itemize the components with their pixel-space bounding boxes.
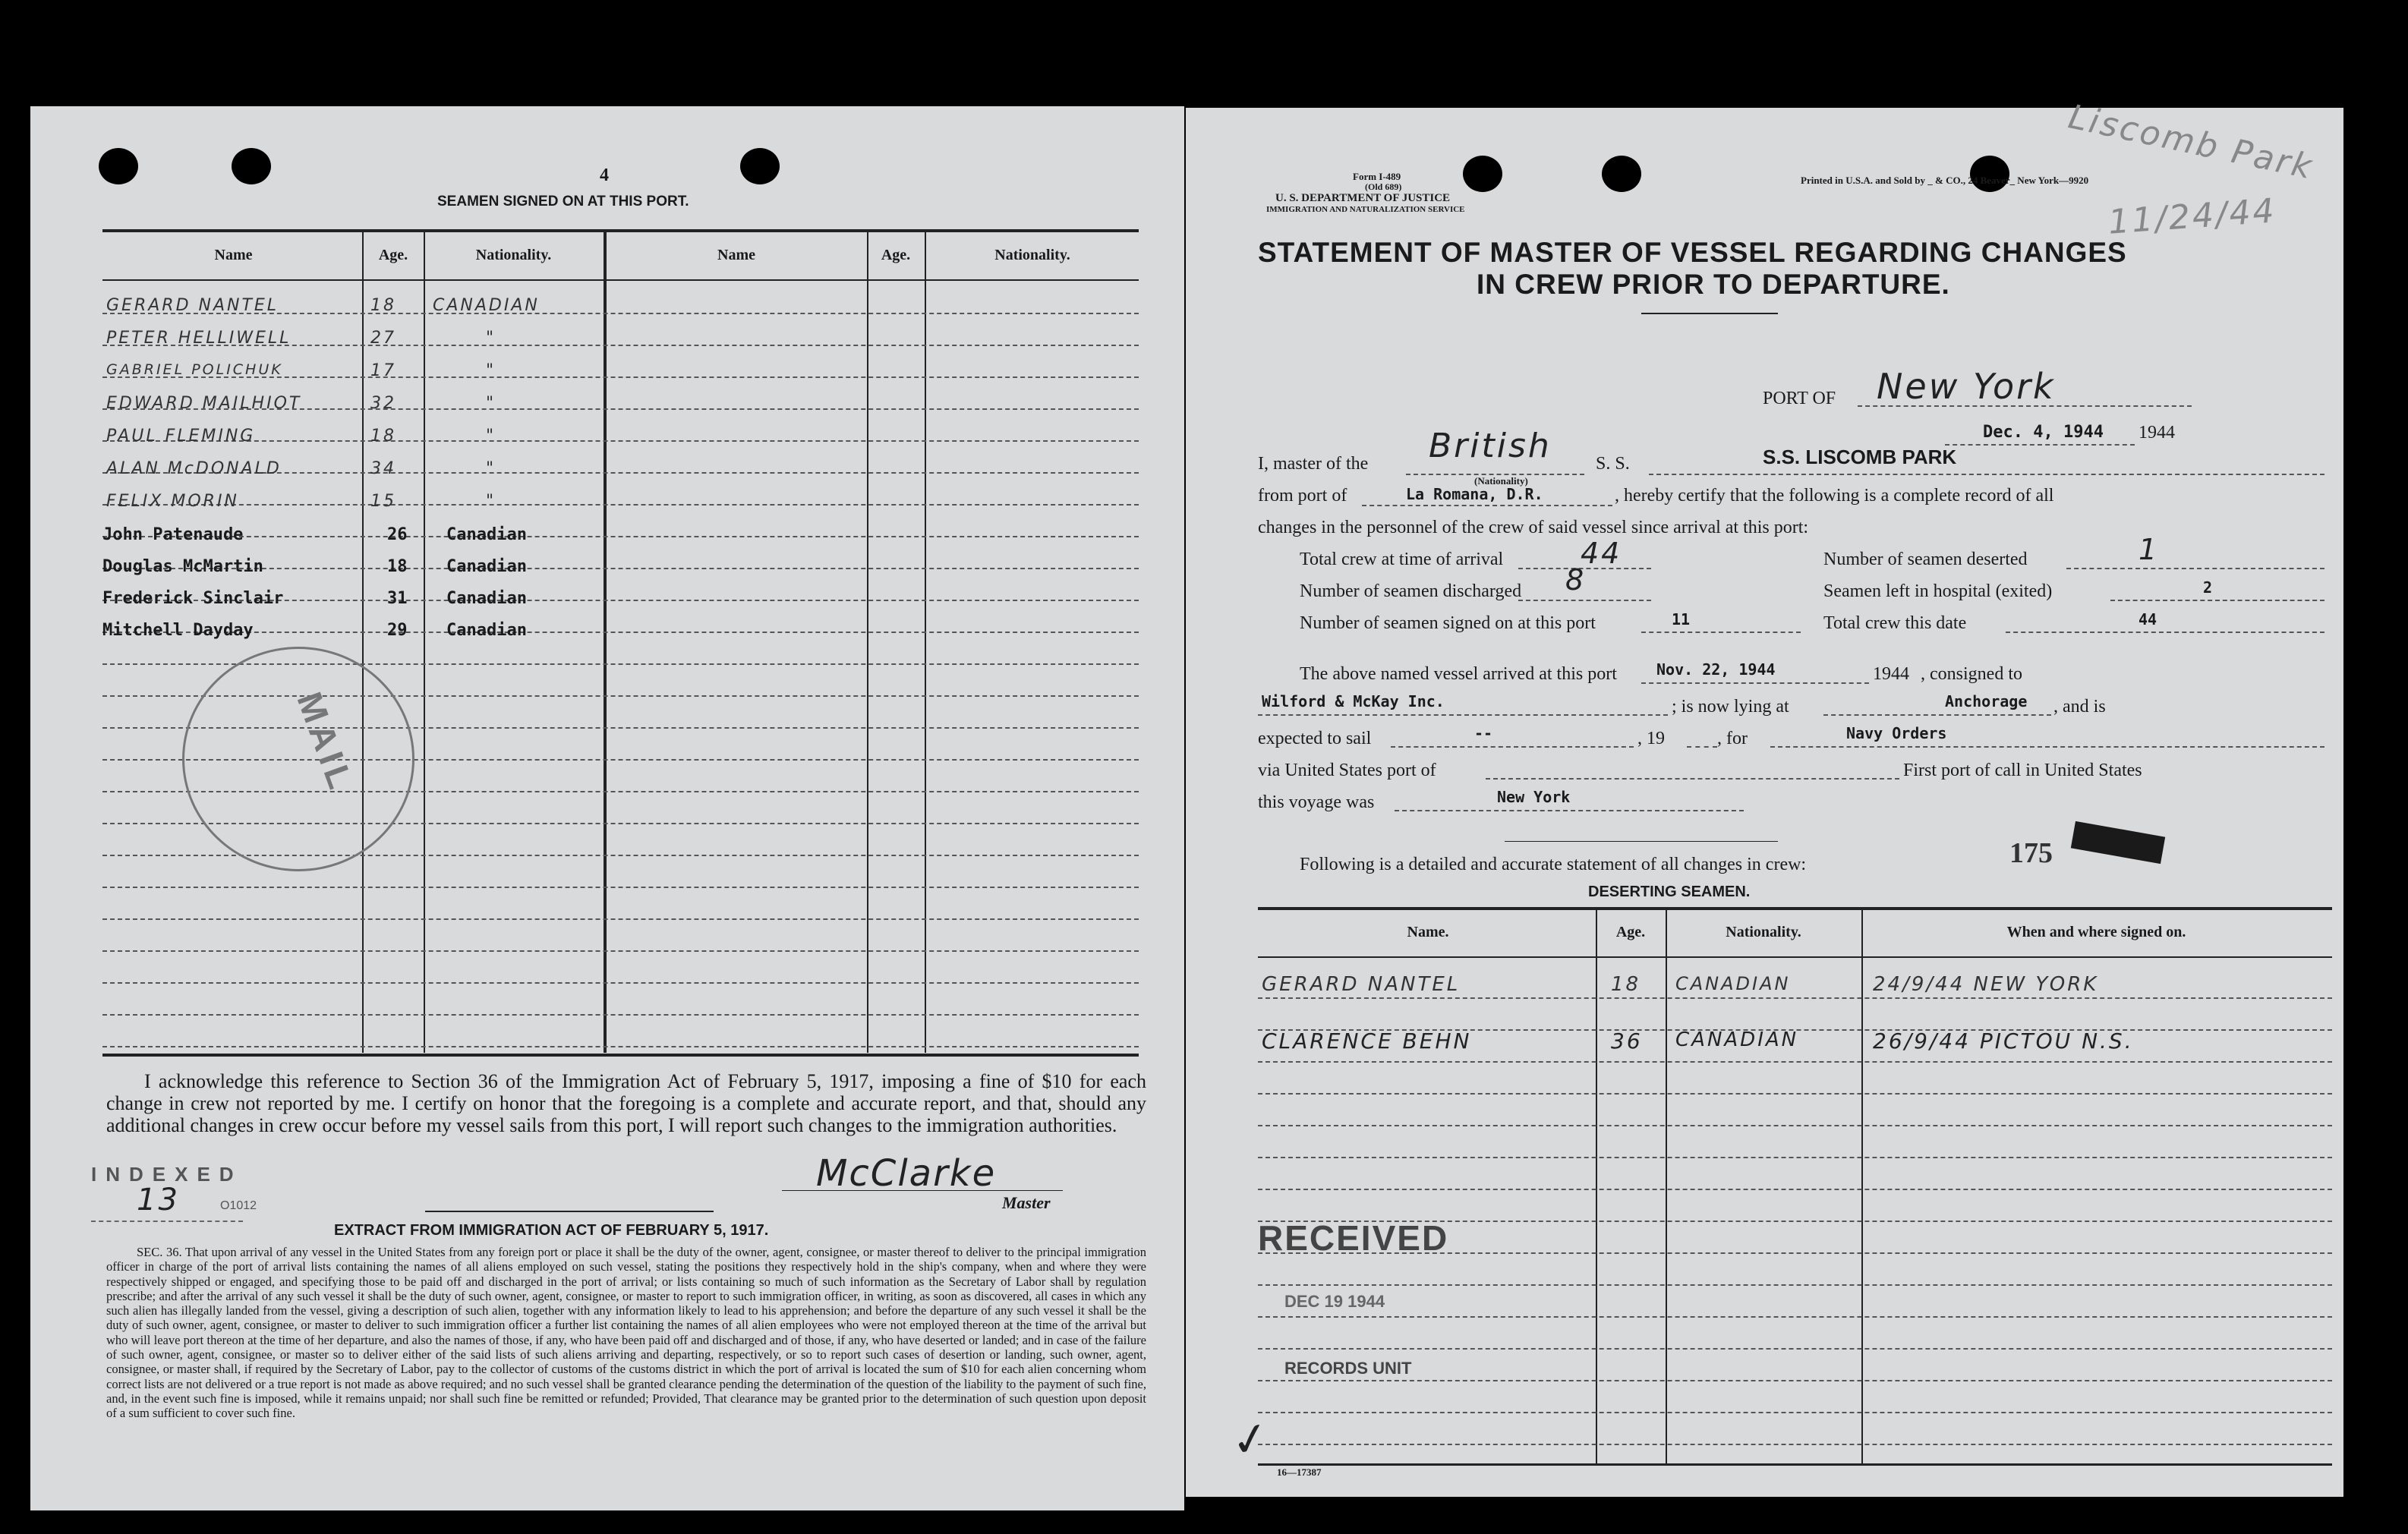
form-title-line2: IN CREW PRIOR TO DEPARTURE.	[1477, 269, 1950, 300]
table-row-name: Mitchell Dayday	[102, 621, 254, 640]
column-divider	[604, 232, 607, 1053]
for-value: Navy Orders	[1846, 724, 1947, 742]
title-rule	[1641, 313, 1778, 314]
master-label: Master	[1002, 1193, 1051, 1212]
table-row-nationality: Canadian	[446, 621, 527, 640]
table-row-name: PETER HELLIWELL	[106, 329, 292, 348]
column-header-nationality: Nationality.	[475, 247, 552, 263]
hospital-value: 2	[2203, 578, 2213, 597]
expected-value: --	[1474, 724, 1493, 742]
postal-stamp-text: MAIL	[289, 687, 362, 798]
deserted-label: Number of seamen deserted	[1823, 550, 2028, 569]
field-line	[1395, 810, 1744, 811]
table-bottom-rule	[102, 1054, 1139, 1057]
postal-stamp	[182, 647, 414, 871]
column-divider	[424, 232, 425, 1053]
total-crew-arrival-label: Total crew at time of arrival	[1300, 550, 1504, 569]
table-row-age: 18	[1611, 973, 1641, 996]
row-rule	[1258, 1316, 2332, 1318]
row-rule	[102, 440, 1139, 442]
port-value: New York	[1877, 366, 2056, 407]
field-line	[1258, 714, 1668, 716]
discharged-label: Number of seamen discharged	[1300, 581, 1522, 601]
date-value: Dec. 4, 1944	[1983, 423, 2104, 442]
for-label: , for	[1717, 729, 1748, 748]
signed-on-value: 11	[1672, 610, 1691, 628]
row-rule	[102, 887, 1139, 888]
row-rule	[1258, 1444, 2332, 1445]
row-rule	[1258, 1412, 2332, 1413]
ss-label: S. S.	[1596, 454, 1630, 474]
form-number: Form I-489	[1353, 171, 1401, 182]
table-row-age: 31	[387, 589, 408, 608]
section-heading: SEAMEN SIGNED ON AT THIS PORT.	[437, 194, 689, 209]
table-row-nationality: CANADIAN	[1675, 1028, 1799, 1051]
from-port-label: from port of	[1258, 486, 1347, 506]
redaction-mark	[2071, 821, 2165, 864]
via-label: via United States port of	[1258, 761, 1436, 780]
master-signature: McClarke	[816, 1152, 997, 1195]
changes-text: changes in the personnel of the crew of said vessel since arrival at this port:	[1258, 518, 1809, 537]
row-rule	[102, 1014, 1139, 1016]
table-row-nationality: "	[486, 329, 496, 348]
handwritten-date: 11/24/44	[2107, 191, 2278, 242]
row-rule	[102, 536, 1139, 537]
acknowledgement-text: I acknowledge this reference to Section 36 of the Immigration Act of February 5, 1917, imposing a fine of $10 for each change in crew not reported by me. I certify on honor that the foregoing is a complete and accurate report, and that, should any additional changes in crew occur before my vessel sails from this port, I will report such changes to the immigration authorities.	[106, 1070, 1146, 1136]
table-row-age: 34	[370, 459, 396, 478]
index-suffix: O1012	[220, 1199, 257, 1212]
signature-line	[782, 1190, 1063, 1191]
field-line	[1687, 746, 1717, 748]
row-rule	[1258, 1380, 2332, 1381]
department: U. S. DEPARTMENT OF JUSTICE	[1275, 192, 1451, 204]
nationality-caption: (Nationality)	[1474, 475, 1528, 487]
total-crew-arrival-value: 44	[1581, 537, 1622, 570]
vessel-name: S.S. LISCOMB PARK	[1763, 446, 1957, 468]
extract-text: SEC. 36. That upon arrival of any vessel in the United States from any foreign port or place it shall be the duty of the owner, agent, consignee, or master thereof to deliver to the principal immigration officer in charge of the port of arrival lists containing the names of all aliens employed on such vessel, stating the positions they respectively hold in the ship's company, when and where they were respectively shipped or engaged, and specifying those to be paid off and discharged in the port of arrival; or lists containing so much of such information as the Secretary of Labor shall by regulation prescribe; and after the arrival of any such vessel it shall be the duty of such owner, agent, consignee, or master to report to such immigration officer, in writing, as soon as discovered, all cases in which any such alien has illegally landed from the vessel, giving a description of such alien, together with any information likely to lead to his apprehension; and before the departure of any such vessel it shall be the duty of such owner, agent, consignee, or master to deliver to such immigration officer a further list containing the names of all alien employees who were not employed thereon at the time of the arrival but who will leave port thereon at the time of her departure, and also the names of those, if any, who have been paid off and discharged and of those, if any, who have deserted or landed; and in case of the failure of such owner, agent, consignee, or master so to deliver either of the said lists of such aliens arriving and departing, respectively, or so to report such cases of desertion or landing, such owner, agent, consignee, or master shall, if required by the Secretary of Labor, pay to the collector of customs of the customs district in which the port of arrival is located the sum of $10 for each alien concerning whom correct lists are not delivered or a true report is not made as above required; and no such vessel shall be granted clearance pending the determination of the question of the liability to the payment of such fine, and, in the event such fine is imposed, while it remains unpaid; nor shall such fine be remitted or refunded; Provided, That clearance may be granted prior to the determination of such question upon deposit of a sum sufficient to cover such fine.	[106, 1245, 1146, 1421]
column-header-when-where: When and where signed on.	[2006, 924, 2186, 940]
column-divider	[867, 232, 868, 1053]
table-row-name: FELIX MORIN	[106, 492, 239, 511]
table-row-name: EDWARD MAILHIOT	[106, 394, 302, 413]
footer-code: 16—17387	[1277, 1466, 1322, 1478]
column-header-nationality: Nationality.	[994, 247, 1070, 263]
arrived-date-value: Nov. 22, 1944	[1656, 660, 1776, 679]
punch-hole	[99, 148, 138, 184]
form-title-line1: STATEMENT OF MASTER OF VESSEL REGARDING CHANGES	[1258, 237, 2127, 268]
row-rule	[1258, 1189, 2332, 1190]
table-row-age: 27	[370, 329, 396, 348]
table-row-nationality: CANADIAN	[1675, 973, 1791, 994]
received-stamp: RECEIVED	[1258, 1218, 1449, 1258]
table-row-nationality: Canadian	[446, 525, 527, 544]
table-row-age: 18	[370, 427, 396, 446]
table-row-age: 18	[387, 557, 408, 576]
lying-label: ; is now lying at	[1672, 697, 1789, 717]
table-row-name: GERARD NANTEL	[1262, 973, 1461, 996]
table-row-age: 17	[370, 361, 396, 380]
table-top-rule	[102, 229, 1139, 232]
row-rule	[1258, 1125, 2332, 1126]
certify-text: , hereby certify that the following is a complete record of all	[1615, 486, 2054, 506]
following-text: Following is a detailed and accurate statement of all changes in crew:	[1300, 855, 1807, 874]
punch-hole	[1602, 156, 1641, 192]
table-row-age: 26	[387, 525, 408, 544]
and-is-label: , and is	[2053, 697, 2106, 717]
page-number: 4	[600, 165, 609, 185]
deserting-heading: DESERTING SEAMEN.	[1588, 884, 1751, 900]
extract-title: EXTRACT FROM IMMIGRATION ACT OF FEBRUARY 5, 1917.	[334, 1222, 769, 1239]
handwritten-vessel-name: Liscomb Park	[2065, 97, 2318, 187]
date-field-line	[1945, 444, 2135, 446]
indexed-stamp: INDEXED	[91, 1163, 243, 1186]
table-row-name: CLARENCE BEHN	[1262, 1028, 1472, 1054]
field-line	[1641, 632, 1801, 633]
table-row-when-where: 24/9/44 NEW YORK	[1873, 973, 2099, 996]
table-row-nationality: "	[486, 427, 496, 446]
row-rule	[1258, 997, 2332, 999]
arrived-year: 1944	[1873, 664, 1909, 684]
table-row-nationality: "	[486, 361, 496, 380]
column-header-name: Name	[717, 247, 755, 263]
column-header-age: Age.	[378, 247, 408, 263]
arrived-label: The above named vessel arrived at this port	[1300, 664, 1617, 684]
year-prefix: , 19	[1637, 729, 1665, 748]
form-old-number: (Old 689)	[1365, 181, 1402, 192]
field-line	[1486, 778, 1899, 780]
punch-hole	[740, 148, 780, 184]
service: IMMIGRATION AND NATURALIZATION SERVICE	[1266, 205, 1465, 214]
punch-hole	[232, 148, 271, 184]
column-header-name: Name.	[1407, 924, 1449, 940]
table-row-nationality: Canadian	[446, 557, 527, 576]
from-port-value: La Romana, D.R.	[1406, 485, 1543, 503]
table-row-nationality: "	[486, 459, 496, 478]
row-rule	[1258, 1061, 2332, 1063]
voyage-value: New York	[1497, 788, 1571, 806]
table-header-rule	[102, 279, 1139, 281]
field-line	[1823, 714, 2051, 716]
table-row-nationality: "	[486, 394, 496, 413]
nationality-value: British	[1429, 427, 1552, 465]
table-row-name: GABRIEL POLICHUK	[106, 361, 283, 378]
expected-label: expected to sail	[1258, 729, 1372, 748]
index-number: 13	[137, 1183, 180, 1217]
consignee-value: Wilford & McKay Inc.	[1262, 692, 1445, 710]
printer-note: Printed in U.S.A. and Sold by _ & CO., 24 Beaver_ New York—9920	[1801, 175, 2089, 186]
column-header-nationality: Nationality.	[1726, 924, 1801, 940]
row-rule	[102, 1046, 1139, 1047]
voyage-label: this voyage was	[1258, 792, 1375, 812]
table-bottom-rule	[1258, 1463, 2332, 1466]
row-rule	[1258, 1157, 2332, 1158]
row-rule	[102, 918, 1139, 920]
column-header-name: Name	[214, 247, 253, 263]
table-row-age: 32	[370, 394, 396, 413]
row-rule	[102, 632, 1139, 633]
punch-hole	[1463, 156, 1502, 192]
table-row-age: 18	[370, 296, 396, 315]
row-rule	[102, 982, 1139, 984]
table-row-age: 29	[387, 621, 408, 640]
table-row-age: 36	[1611, 1028, 1643, 1054]
table-row-age: 15	[370, 492, 396, 511]
field-line	[1641, 682, 1869, 684]
field-line	[2110, 600, 2324, 601]
first-port-label: First port of call in United States	[1903, 761, 2142, 780]
column-header-age: Age.	[881, 247, 911, 263]
lying-value: Anchorage	[1945, 692, 2028, 710]
table-row-name: GERARD NANTEL	[106, 296, 279, 315]
column-header-age: Age.	[1615, 924, 1646, 940]
hospital-label: Seamen left in hospital (exited)	[1823, 581, 2053, 601]
deserted-value: 1	[2139, 533, 2160, 566]
signed-on-label: Number of seamen signed on at this port	[1300, 613, 1596, 633]
master-of-label: I, master of the	[1258, 454, 1369, 474]
total-crew-date-label: Total crew this date	[1823, 613, 1967, 633]
table-row-nationality: Canadian	[446, 589, 527, 608]
table-row-name: ALAN McDONALD	[106, 459, 282, 478]
port-label: PORT OF	[1763, 389, 1836, 408]
number-stamp: 175	[2009, 837, 2053, 869]
row-rule	[102, 504, 1139, 506]
field-line	[2066, 568, 2324, 569]
table-row-name: PAUL FLEMING	[106, 427, 256, 446]
row-rule	[1258, 1093, 2332, 1095]
divider-rule	[1505, 841, 1778, 842]
field-line	[1518, 600, 1651, 601]
table-row-name: Douglas McMartin	[102, 557, 263, 576]
column-divider	[925, 232, 926, 1053]
discharged-value: 8	[1565, 563, 1587, 597]
table-row-name: Frederick Sinclair	[102, 589, 284, 608]
field-line	[1391, 746, 1634, 748]
row-rule	[1258, 1284, 2332, 1286]
right-page	[1186, 97, 2343, 1497]
table-row-name: John Patenaude	[102, 525, 244, 544]
table-row-nationality: CANADIAN	[433, 296, 540, 315]
row-rule	[102, 950, 1139, 952]
column-divider	[362, 232, 364, 1053]
total-crew-date-value: 44	[2139, 610, 2157, 628]
table-header-rule	[1258, 956, 2332, 958]
table-row-nationality: "	[486, 492, 496, 511]
table-row-when-where: 26/9/44 PICTOU N.S.	[1873, 1028, 2134, 1054]
records-unit-stamp: RECORDS UNIT	[1284, 1359, 1412, 1378]
field-line	[1770, 746, 2324, 748]
left-page	[30, 106, 1184, 1510]
from-port-field-line	[1362, 505, 1612, 506]
extract-rule	[425, 1211, 714, 1212]
vessel-field-line	[1649, 474, 2324, 475]
date-year: 1944	[2139, 423, 2175, 443]
consigned-label: , consigned to	[1921, 664, 2022, 684]
check-mark: ✓	[1227, 1412, 1274, 1468]
received-date-stamp: DEC 19 1944	[1284, 1292, 1385, 1311]
field-line	[2006, 632, 2324, 633]
row-rule	[1258, 1348, 2332, 1350]
table-top-rule	[1258, 907, 2332, 910]
